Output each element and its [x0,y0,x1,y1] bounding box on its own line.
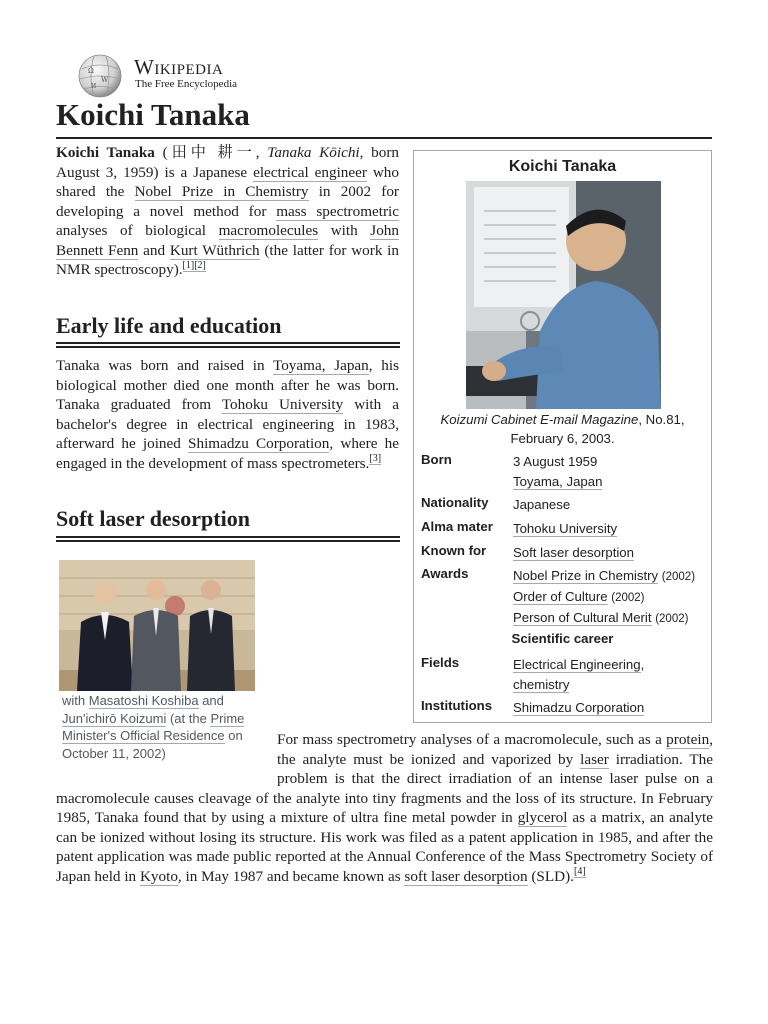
lead-name: Koichi Tanaka [56,144,155,161]
link-kurt-wuthrich[interactable]: Kurt Wüthrich [169,241,260,259]
page-title: Koichi Tanaka [56,97,250,132]
svg-text:Ω: Ω [88,67,94,75]
row-label: Known for [421,543,487,558]
link-junichiro-koizumi[interactable]: Jun'ichirō Koizumi [62,710,167,726]
link-award-order-of-culture[interactable]: Order of Culture [513,589,608,604]
link-electrical-engineer[interactable]: electrical engineer [253,163,367,181]
link-award-cultural-merit[interactable]: Person of Cultural Merit [513,610,652,625]
ref-3[interactable]: [3] [369,453,382,465]
link-nobel-prize[interactable]: Nobel Prize in Chemistry [134,183,309,200]
row-label: Born [421,452,452,467]
link-known-for[interactable]: Soft laser desorption [513,545,634,560]
site-tagline: The Free Encyclopedia [135,78,238,90]
heading-rule [56,536,400,542]
float-spacer [56,730,277,788]
ref-1[interactable]: [1] [182,259,195,271]
row-label: Awards [421,566,469,581]
link-masatoshi-koshiba[interactable]: Masatoshi Koshiba [88,693,199,708]
ref-4[interactable]: [4] [573,866,586,878]
link-award-nobel[interactable]: Nobel Prize in Chemistry [513,568,659,583]
link-institution[interactable]: Shimadzu Corporation [513,700,645,715]
heading-soft-laser-desorption: Soft laser desorption [56,506,250,531]
infobox-caption: Koizumi Cabinet E-mail Magazine, No.81, February 6, 2003. [440,412,685,446]
photo-caption: with Masatoshi Koshiba and Jun'ichirō Koizumi (at the Prime Minister's Official Residence on October 11, 2002) [62,693,245,761]
link-glycerol[interactable]: glycerol [517,809,568,826]
link-macromolecules[interactable]: macromolecules [218,222,319,239]
link-born-place[interactable]: Toyama, Japan [513,474,603,489]
wikipedia-globe-logo[interactable] [74,53,126,99]
ref-2[interactable]: [2] [194,259,206,271]
heading-early-life: Early life and education [56,313,282,338]
link-tohoku-university[interactable]: Tohoku University [221,396,344,413]
infobox-row-born [421,452,707,492]
row-label: Nationality [421,495,489,510]
row-label: Alma mater [421,519,493,534]
link-laser[interactable]: laser [580,750,609,768]
portrait-photo[interactable] [466,181,661,409]
link-kyoto[interactable]: Kyoto [139,867,178,885]
wikipedia-wordmark[interactable] [134,56,237,91]
lead-paragraph: Koichi Tanaka (田中 耕一, Tanaka Kōichi, born August 3, 1959) is a Japanese electrical engineer who shared the Nobel Prize in Chemistry in 2002 for developing a novel method for mass spectrometric analyses of biological macromolecules with John Bennett Fenn and Kurt Wüthrich (the latter for work in NMR spectroscopy).[1][2] [56,144,400,278]
native-name: 田中 耕一 [167,144,256,161]
link-field-chemistry[interactable]: chemistry [513,677,570,692]
link-shimadzu[interactable]: Shimadzu Corporation [188,435,330,452]
link-protein[interactable]: protein [666,731,710,748]
nationality-value: Japanese [513,497,571,512]
site-name: Wikipedia [134,55,224,79]
link-mass-spectrometric[interactable]: mass spectrometric [276,202,400,220]
photo-three-men[interactable] [59,560,255,691]
title-divider [56,137,712,139]
infobox-title: Koichi Tanaka [508,158,617,175]
link-alma-mater[interactable]: Tohoku University [513,521,618,536]
infobox: Koichi Tanaka Koizumi Cabinet E-mail Magazine, No.81, February 6, 2003. Born 3 August 1959 Toyama, Japan Nationality Japanese Alma mater Tohoku University Known for Soft laser desorption Awards Nobel Prize in Chemistry (2002) Order of Culture (2002) Person of Cultural Merit (2002) Scientific career Fields Electrical Engineering, chemistry Institutions Shimadzu Corporation [413,150,712,723]
link-soft-laser-desorption[interactable]: soft laser desorption [404,867,528,885]
svg-text:W: W [101,76,109,84]
early-life-paragraph: Tanaka was born and raised in Toyama, Japan, his biological mother died one month after he was born. Tanaka graduated from Tohoku University with a bachelor's degree in electrical engineering in 1983, afterward he joined Shimadzu Corporation, where he engaged in the development of mass spectrometers.[3] [56,357,399,472]
heading-rule [56,342,400,348]
link-toyama[interactable]: Toyama, Japan [273,357,369,374]
romaji-name: Tanaka Kōichi [267,144,360,161]
link-pm-residence[interactable]: Prime Minister's Official Residence [62,710,245,743]
svg-text:И: И [91,83,97,90]
career-header: Scientific career [511,631,614,646]
row-label: Fields [421,655,460,670]
row-label: Institutions [421,698,493,713]
link-john-bennett-fenn[interactable]: John Bennett Fenn [56,222,399,259]
born-date: 3 August 1959 [513,454,598,469]
link-field-ee[interactable]: Electrical Engineering [513,657,641,672]
sld-paragraph: For mass spectrometry analyses of a macromolecule, such as a protein, the analyte must be ionized and vaporized by laser irradiation. The problem is that the direct irradiation of an intense laser pulse on a macromolecule causes cleavage of the analyte into tiny fragments and the loss of its structure. In February 1985, Tanaka found that by using a mixture of ultra fine metal powder in glycerol as a matrix, an analyte can be ionized without losing its structure. His work was filed as a patent application in 1985, and after the patent application was made public reported at the Annual Conference of the Mass Spectrometry Society of Japan held in Kyoto, in May 1987 and became known as soft laser desorption (SLD).[4] [56,731,714,885]
